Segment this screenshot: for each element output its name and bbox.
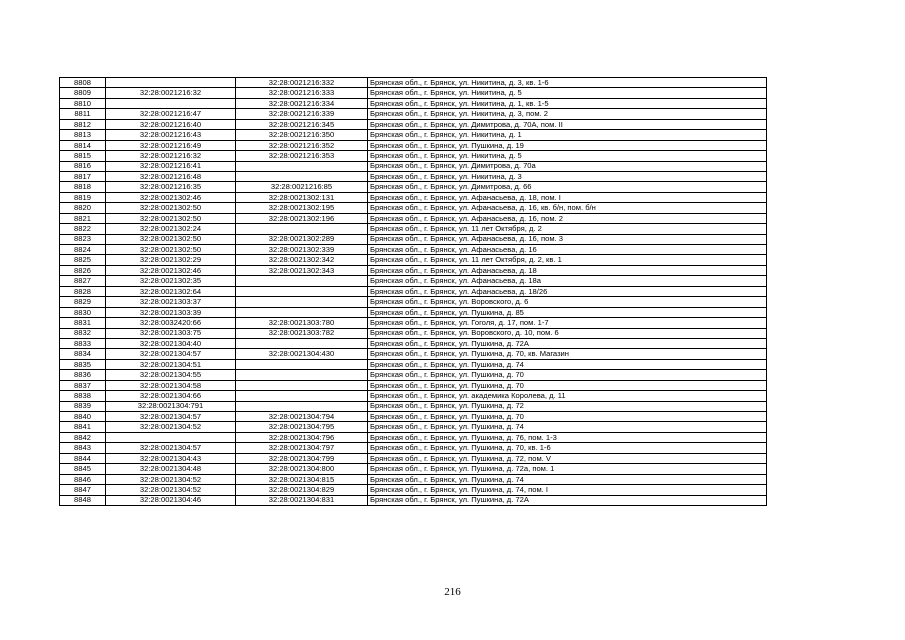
row-number-cell: 8823 (60, 234, 106, 244)
land-cadastral-number-cell: 32:28:0021302:24 (106, 224, 236, 234)
building-cadastral-number-cell: 32:28:0021304:430 (236, 349, 368, 359)
table-row (60, 464, 767, 474)
land-cadastral-number-cell: 32:28:0021304:51 (106, 359, 236, 369)
table-row (60, 495, 767, 505)
building-cadastral-number-cell: 32:28:0021216:85 (236, 182, 368, 192)
building-cadastral-number-cell (236, 276, 368, 286)
table-row (60, 453, 767, 463)
building-cadastral-number-cell: 32:28:0021302:196 (236, 213, 368, 223)
land-cadastral-number-cell: 32:28:0021304:791 (106, 401, 236, 411)
address-cell: Брянская обл., г. Брянск, ул. Афанасьева, д. 16, кв. б/н, пом. б/н (368, 203, 767, 213)
table-row (60, 276, 767, 286)
table-row (60, 443, 767, 453)
row-number-cell: 8815 (60, 151, 106, 161)
land-cadastral-number-cell: 32:28:0021302:50 (106, 213, 236, 223)
land-cadastral-number-cell: 32:28:0021304:52 (106, 474, 236, 484)
row-number-cell: 8810 (60, 98, 106, 108)
table-row (60, 422, 767, 432)
row-number-cell: 8828 (60, 286, 106, 296)
address-cell: Брянская обл., г. Брянск, ул. Пушкина, д. 72а, пом. 1 (368, 464, 767, 474)
land-cadastral-number-cell: 32:28:0021304:57 (106, 349, 236, 359)
building-cadastral-number-cell (236, 401, 368, 411)
address-cell: Брянская обл., г. Брянск, ул. Димитрова, д. 70а (368, 161, 767, 171)
land-cadastral-number-cell: 32:28:0021302:50 (106, 245, 236, 255)
address-cell: Брянская обл., г. Брянск, ул. Димитрова, д. 70А, пом. II (368, 119, 767, 129)
building-cadastral-number-cell: 32:28:0021302:339 (236, 245, 368, 255)
building-cadastral-number-cell (236, 297, 368, 307)
land-cadastral-number-cell: 32:28:0021302:46 (106, 192, 236, 202)
building-cadastral-number-cell: 32:28:0021302:131 (236, 192, 368, 202)
table-row (60, 130, 767, 140)
land-cadastral-number-cell: 32:28:0021304:43 (106, 453, 236, 463)
address-cell: Брянская обл., г. Брянск, ул. Никитина, д. 1, кв. 1-5 (368, 98, 767, 108)
row-number-cell: 8811 (60, 109, 106, 119)
address-cell: Брянская обл., г. Брянск, ул. Пушкина, д. 72 (368, 401, 767, 411)
row-number-cell: 8817 (60, 171, 106, 181)
land-cadastral-number-cell (106, 432, 236, 442)
land-cadastral-number-cell: 32:28:0021303:37 (106, 297, 236, 307)
land-cadastral-number-cell: 32:28:0021304:57 (106, 412, 236, 422)
property-register-table (59, 77, 767, 506)
table-row (60, 265, 767, 275)
land-cadastral-number-cell: 32:28:0021302:46 (106, 265, 236, 275)
address-cell: Брянская обл., г. Брянск, ул. Пушкина, д. 72, пом. V (368, 453, 767, 463)
table-row (60, 391, 767, 401)
building-cadastral-number-cell (236, 171, 368, 181)
building-cadastral-number-cell: 32:28:0021216:332 (236, 78, 368, 88)
address-cell: Брянская обл., г. Брянск, ул. Афанасьева, д. 18 (368, 265, 767, 275)
row-number-cell: 8820 (60, 203, 106, 213)
building-cadastral-number-cell: 32:28:0021304:815 (236, 474, 368, 484)
building-cadastral-number-cell: 32:28:0021304:794 (236, 412, 368, 422)
row-number-cell: 8848 (60, 495, 106, 505)
row-number-cell: 8838 (60, 391, 106, 401)
row-number-cell: 8835 (60, 359, 106, 369)
address-cell: Брянская обл., г. Брянск, ул. Афанасьева, д. 16, пом. 2 (368, 213, 767, 223)
address-cell: Брянская обл., г. Брянск, ул. Воровского, д. 6 (368, 297, 767, 307)
building-cadastral-number-cell: 32:28:0021304:831 (236, 495, 368, 505)
row-number-cell: 8832 (60, 328, 106, 338)
address-cell: Брянская обл., г. Брянск, ул. Пушкина, д. 19 (368, 140, 767, 150)
address-cell: Брянская обл., г. Брянск, ул. Пушкина, д. 85 (368, 307, 767, 317)
land-cadastral-number-cell: 32:28:0021304:48 (106, 464, 236, 474)
table-row (60, 171, 767, 181)
address-cell: Брянская обл., г. Брянск, ул. Афанасьева, д. 18/26 (368, 286, 767, 296)
land-cadastral-number-cell: 32:28:0032420:66 (106, 318, 236, 328)
row-number-cell: 8842 (60, 432, 106, 442)
table-row (60, 78, 767, 88)
row-number-cell: 8847 (60, 485, 106, 495)
row-number-cell: 8814 (60, 140, 106, 150)
building-cadastral-number-cell: 32:28:0021304:797 (236, 443, 368, 453)
table-row (60, 338, 767, 348)
building-cadastral-number-cell: 32:28:0021304:829 (236, 485, 368, 495)
building-cadastral-number-cell (236, 307, 368, 317)
land-cadastral-number-cell: 32:28:0021216:35 (106, 182, 236, 192)
building-cadastral-number-cell: 32:28:0021304:799 (236, 453, 368, 463)
building-cadastral-number-cell: 32:28:0021302:195 (236, 203, 368, 213)
building-cadastral-number-cell: 32:28:0021216:345 (236, 119, 368, 129)
land-cadastral-number-cell: 32:28:0021304:52 (106, 485, 236, 495)
row-number-cell: 8824 (60, 245, 106, 255)
row-number-cell: 8821 (60, 213, 106, 223)
row-number-cell: 8812 (60, 119, 106, 129)
land-cadastral-number-cell: 32:28:0021216:32 (106, 151, 236, 161)
land-cadastral-number-cell: 32:28:0021216:49 (106, 140, 236, 150)
table-row (60, 328, 767, 338)
building-cadastral-number-cell (236, 359, 368, 369)
row-number-cell: 8846 (60, 474, 106, 484)
address-cell: Брянская обл., г. Брянск, ул. Пушкина, д. 70, кв. Магазин (368, 349, 767, 359)
table-row (60, 203, 767, 213)
address-cell: Брянская обл., г. Брянск, ул. Афанасьева, д. 16, пом. 3 (368, 234, 767, 244)
row-number-cell: 8831 (60, 318, 106, 328)
table-row (60, 182, 767, 192)
land-cadastral-number-cell: 32:28:0021302:64 (106, 286, 236, 296)
land-cadastral-number-cell: 32:28:0021304:55 (106, 370, 236, 380)
land-cadastral-number-cell: 32:28:0021216:47 (106, 109, 236, 119)
row-number-cell: 8844 (60, 453, 106, 463)
address-cell: Брянская обл., г. Брянск, ул. Никитина, д. 3, пом. 2 (368, 109, 767, 119)
table-row (60, 412, 767, 422)
building-cadastral-number-cell: 32:28:0021304:800 (236, 464, 368, 474)
building-cadastral-number-cell: 32:28:0021302:343 (236, 265, 368, 275)
land-cadastral-number-cell: 32:28:0021216:32 (106, 88, 236, 98)
land-cadastral-number-cell: 32:28:0021302:29 (106, 255, 236, 265)
address-cell: Брянская обл., г. Брянск, ул. Никитина, д. 1 (368, 130, 767, 140)
row-number-cell: 8829 (60, 297, 106, 307)
address-cell: Брянская обл., г. Брянск, ул. академика Королева, д. 11 (368, 391, 767, 401)
building-cadastral-number-cell (236, 224, 368, 234)
row-number-cell: 8834 (60, 349, 106, 359)
address-cell: Брянская обл., г. Брянск, ул. Пушкина, д. 72А (368, 495, 767, 505)
address-cell: Брянская обл., г. Брянск, ул. Пушкина, д. 70 (368, 380, 767, 390)
address-cell: Брянская обл., г. Брянск, ул. Никитина, д. 3, кв. 1-6 (368, 78, 767, 88)
address-cell: Брянская обл., г. Брянск, ул. Никитина, д. 5 (368, 88, 767, 98)
building-cadastral-number-cell: 32:28:0021216:334 (236, 98, 368, 108)
table-row (60, 401, 767, 411)
address-cell: Брянская обл., г. Брянск, ул. 11 лет Октября, д. 2, кв. 1 (368, 255, 767, 265)
building-cadastral-number-cell: 32:28:0021303:780 (236, 318, 368, 328)
row-number-cell: 8822 (60, 224, 106, 234)
building-cadastral-number-cell: 32:28:0021303:782 (236, 328, 368, 338)
address-cell: Брянская обл., г. Брянск, ул. Афанасьева, д. 16 (368, 245, 767, 255)
table-row (60, 109, 767, 119)
row-number-cell: 8818 (60, 182, 106, 192)
table-row (60, 474, 767, 484)
table-row (60, 119, 767, 129)
building-cadastral-number-cell: 32:28:0021216:333 (236, 88, 368, 98)
building-cadastral-number-cell: 32:28:0021216:353 (236, 151, 368, 161)
address-cell: Брянская обл., г. Брянск, ул. Пушкина, д. 72А (368, 338, 767, 348)
building-cadastral-number-cell: 32:28:0021216:350 (236, 130, 368, 140)
row-number-cell: 8837 (60, 380, 106, 390)
row-number-cell: 8843 (60, 443, 106, 453)
land-cadastral-number-cell: 32:28:0021303:39 (106, 307, 236, 317)
table-row (60, 307, 767, 317)
row-number-cell: 8819 (60, 192, 106, 202)
address-cell: Брянская обл., г. Брянск, ул. Воровского, д. 10, пом. 6 (368, 328, 767, 338)
table-row (60, 255, 767, 265)
building-cadastral-number-cell (236, 338, 368, 348)
land-cadastral-number-cell: 32:28:0021216:48 (106, 171, 236, 181)
row-number-cell: 8840 (60, 412, 106, 422)
table-row (60, 213, 767, 223)
land-cadastral-number-cell: 32:28:0021216:40 (106, 119, 236, 129)
land-cadastral-number-cell: 32:28:0021304:57 (106, 443, 236, 453)
address-cell: Брянская обл., г. Брянск, ул. Пушкина, д. 76, пом. 1-3 (368, 432, 767, 442)
land-cadastral-number-cell: 32:28:0021304:66 (106, 391, 236, 401)
table-row (60, 286, 767, 296)
table-row (60, 432, 767, 442)
row-number-cell: 8830 (60, 307, 106, 317)
table-row (60, 161, 767, 171)
land-cadastral-number-cell: 32:28:0021216:43 (106, 130, 236, 140)
land-cadastral-number-cell: 32:28:0021304:52 (106, 422, 236, 432)
row-number-cell: 8845 (60, 464, 106, 474)
address-cell: Брянская обл., г. Брянск, ул. Пушкина, д. 74 (368, 359, 767, 369)
building-cadastral-number-cell: 32:28:0021304:796 (236, 432, 368, 442)
land-cadastral-number-cell: 32:28:0021304:40 (106, 338, 236, 348)
land-cadastral-number-cell: 32:28:0021216:41 (106, 161, 236, 171)
address-cell: Брянская обл., г. Брянск, ул. Пушкина, д. 70 (368, 412, 767, 422)
address-cell: Брянская обл., г. Брянск, ул. Пушкина, д. 74 (368, 422, 767, 432)
address-cell: Брянская обл., г. Брянск, ул. Гоголя, д. 17, пом. 1-7 (368, 318, 767, 328)
land-cadastral-number-cell (106, 78, 236, 88)
register-table-body (60, 78, 767, 506)
row-number-cell: 8813 (60, 130, 106, 140)
row-number-cell: 8826 (60, 265, 106, 275)
page-number: 216 (444, 586, 461, 598)
table-row (60, 380, 767, 390)
address-cell: Брянская обл., г. Брянск, ул. Димитрова, д. 66 (368, 182, 767, 192)
land-cadastral-number-cell: 32:28:0021304:46 (106, 495, 236, 505)
address-cell: Брянская обл., г. Брянск, ул. Никитина, д. 3 (368, 171, 767, 181)
table-row (60, 349, 767, 359)
table-row (60, 370, 767, 380)
address-cell: Брянская обл., г. Брянск, ул. Пушкина, д. 74 (368, 474, 767, 484)
table-row (60, 151, 767, 161)
row-number-cell: 8809 (60, 88, 106, 98)
land-cadastral-number-cell: 32:28:0021302:50 (106, 234, 236, 244)
building-cadastral-number-cell: 32:28:0021304:795 (236, 422, 368, 432)
land-cadastral-number-cell: 32:28:0021304:58 (106, 380, 236, 390)
building-cadastral-number-cell: 32:28:0021216:339 (236, 109, 368, 119)
table-row (60, 359, 767, 369)
building-cadastral-number-cell (236, 391, 368, 401)
building-cadastral-number-cell (236, 161, 368, 171)
address-cell: Брянская обл., г. Брянск, ул. Никитина, д. 5 (368, 151, 767, 161)
address-cell: Брянская обл., г. Брянск, ул. Пушкина, д. 74, пом. I (368, 485, 767, 495)
table-row (60, 297, 767, 307)
land-cadastral-number-cell: 32:28:0021302:50 (106, 203, 236, 213)
land-cadastral-number-cell: 32:28:0021303:75 (106, 328, 236, 338)
building-cadastral-number-cell: 32:28:0021302:289 (236, 234, 368, 244)
land-cadastral-number-cell: 32:28:0021302:35 (106, 276, 236, 286)
row-number-cell: 8839 (60, 401, 106, 411)
land-cadastral-number-cell (106, 98, 236, 108)
table-row (60, 192, 767, 202)
table-row (60, 485, 767, 495)
row-number-cell: 8816 (60, 161, 106, 171)
table-row (60, 318, 767, 328)
table-row (60, 140, 767, 150)
table-row (60, 234, 767, 244)
table-row (60, 245, 767, 255)
address-cell: Брянская обл., г. Брянск, ул. Пушкина, д. 70 (368, 370, 767, 380)
address-cell: Брянская обл., г. Брянск, ул. Афанасьева, д. 18а (368, 276, 767, 286)
address-cell: Брянская обл., г. Брянск, ул. Пушкина, д. 70, кв. 1-6 (368, 443, 767, 453)
address-cell: Брянская обл., г. Брянск, ул. 11 лет Октября, д. 2 (368, 224, 767, 234)
address-cell: Брянская обл., г. Брянск, ул. Афанасьева, д. 18, пом. I (368, 192, 767, 202)
building-cadastral-number-cell (236, 370, 368, 380)
building-cadastral-number-cell (236, 286, 368, 296)
table-row (60, 88, 767, 98)
building-cadastral-number-cell (236, 380, 368, 390)
row-number-cell: 8827 (60, 276, 106, 286)
building-cadastral-number-cell: 32:28:0021216:352 (236, 140, 368, 150)
row-number-cell: 8825 (60, 255, 106, 265)
table-row (60, 224, 767, 234)
row-number-cell: 8833 (60, 338, 106, 348)
row-number-cell: 8836 (60, 370, 106, 380)
row-number-cell: 8808 (60, 78, 106, 88)
row-number-cell: 8841 (60, 422, 106, 432)
building-cadastral-number-cell: 32:28:0021302:342 (236, 255, 368, 265)
table-row (60, 98, 767, 108)
